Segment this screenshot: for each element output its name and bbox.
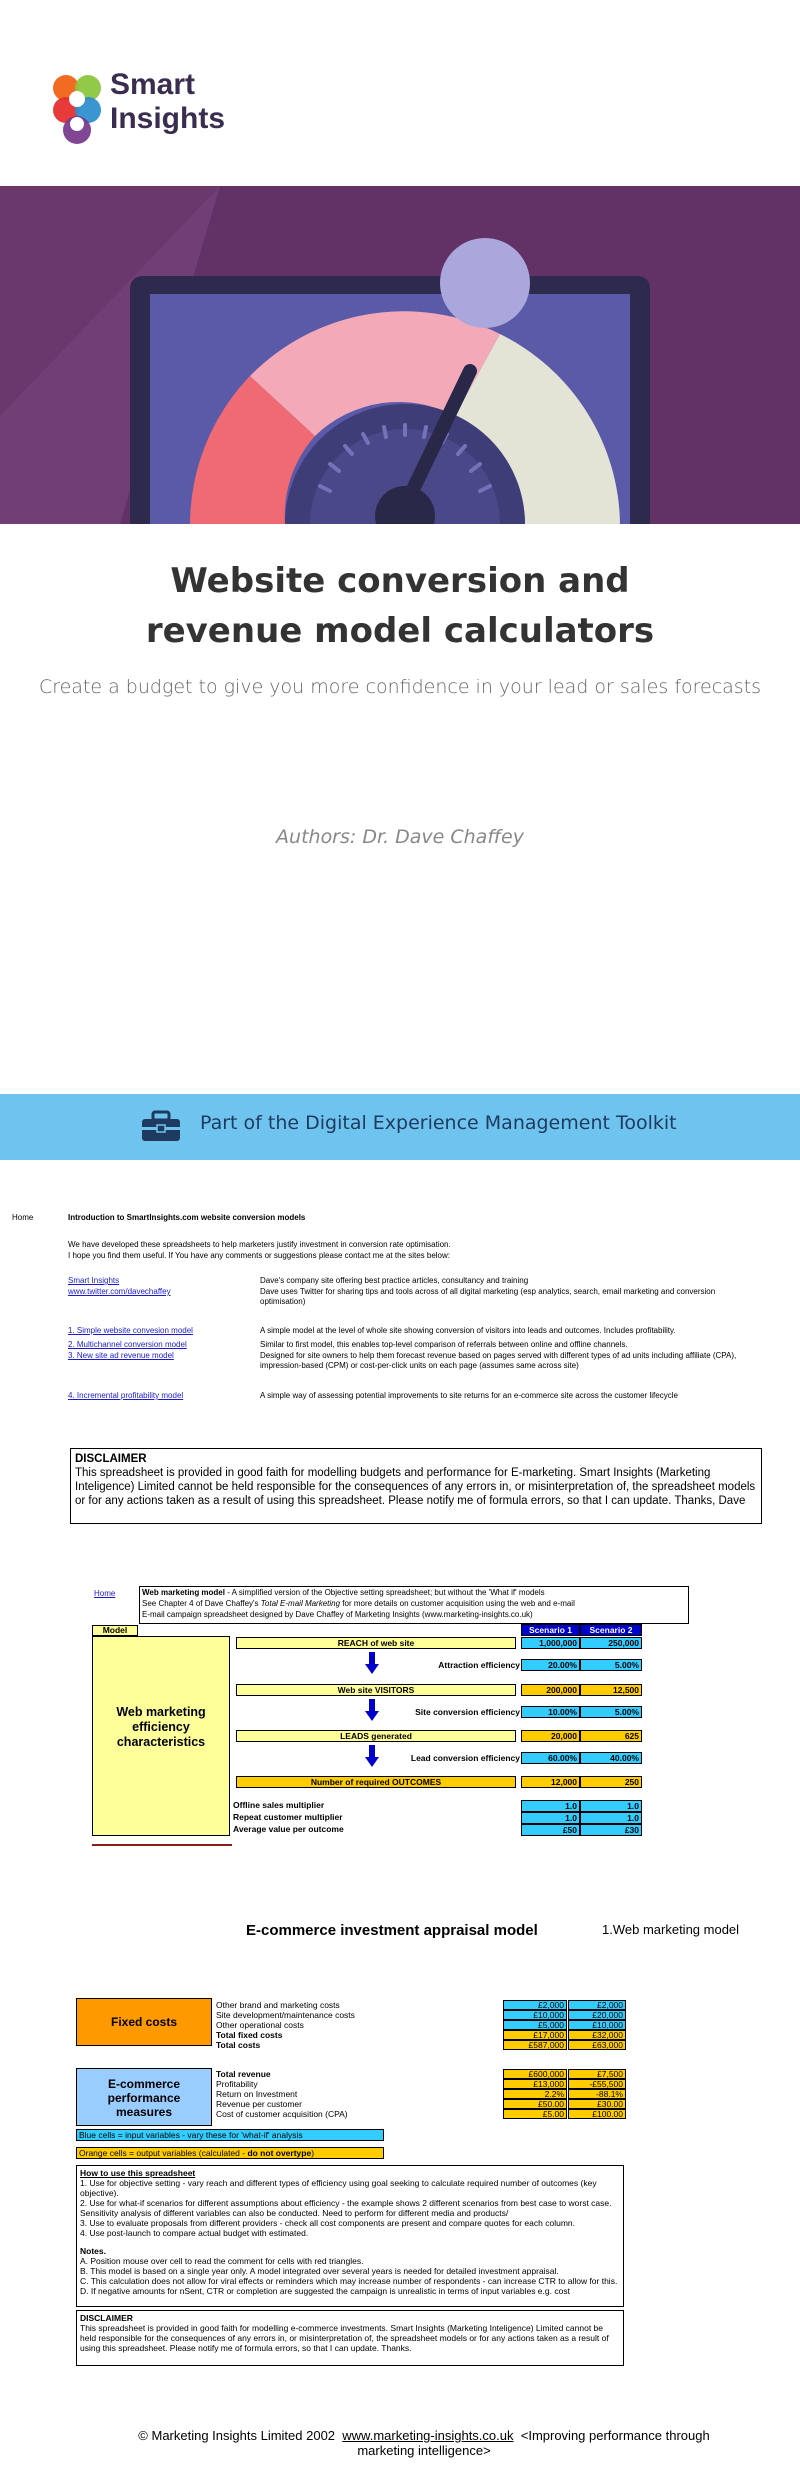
perf-value-s1: £600,000 [503, 2069, 567, 2079]
howto-1: 1. Use for objective setting - vary reach and different types of efficiency using goal seeking to calculate required number of outcomes (key objective). [80, 2178, 597, 2198]
authors-line: Authors: Dr. Dave Chaffey [276, 826, 524, 848]
disclaimer-box [70, 1448, 762, 1524]
footer-tagline-2: marketing intelligence> [357, 2443, 491, 2458]
costs-value-s1: £17,000 [503, 2030, 567, 2040]
twitter-desc: Dave uses Twitter for sharing tips and tools across of all digital marketing (esp analytics, search, email marketing and conversion optimisation) [260, 1287, 716, 1306]
model-desc-4: A simple way of assessing potential improvements to site returns for an e-commerce site across the customer lifecycle [260, 1391, 678, 1400]
intro-heading: Introduction to SmartInsights.com website conversion models [68, 1213, 306, 1222]
howto-title: How to use this spreadsheet [80, 2168, 196, 2178]
down-arrow-icon [365, 1745, 379, 1767]
offline-s2[interactable]: 1.0 [580, 1800, 642, 1812]
perf-label: Revenue per customer [216, 2099, 302, 2109]
perf-value-s2: £100.00 [568, 2109, 626, 2119]
page-title [0, 556, 800, 656]
model-desc-1: A simple model at the level of whole site showing conversion of visitors into leads and outcomes. Includes profitability. [260, 1326, 676, 1335]
howto-3: 3. Use to evaluate proposals from different providers - check all cost components are present and compare quotes for each column. [80, 2218, 575, 2228]
smart-insights-desc: Dave's company site offering best practice articles, consultancy and training [260, 1276, 529, 1285]
footer [84, 2428, 764, 2458]
perf-label: Return on Investment [216, 2089, 298, 2099]
reach-s2[interactable]: 250,000 [580, 1637, 642, 1649]
outcomes-label: Number of required OUTCOMES [236, 1776, 516, 1788]
model1-home-link[interactable]: Home [94, 1589, 116, 1598]
smart-insights-link[interactable]: Smart Insights [68, 1276, 120, 1285]
perf-value-s2: -88.1% [568, 2089, 626, 2099]
disclaimer-box-2 [76, 2310, 624, 2366]
note-b: B. This model is based on a single year only. A model integrated over several years is needed for detailed investment appraisal. [80, 2266, 559, 2276]
perf-label: Total revenue [216, 2069, 271, 2079]
page-subtitle: Create a budget to give you more confidence in your lead or sales forecasts [38, 676, 762, 698]
model1-desc-2-italic: Total E-mail Marketing [260, 1599, 341, 1608]
note-c: C. This calculation does not allow for viral effects or reminders which may increase number of respondents - can increase CTR to allow for this. [80, 2276, 618, 2286]
scenario-2-header: Scenario 2 [580, 1624, 642, 1636]
model2-title: E-commerce investment appraisal model [246, 1922, 538, 1939]
disclaimer-title: DISCLAIMER [75, 1453, 147, 1465]
model2-tab[interactable]: 1.Web marketing model [602, 1922, 740, 1937]
avg-s2[interactable]: £30 [580, 1824, 642, 1836]
perf-value-s2: £30.00 [568, 2099, 626, 2109]
footer-copyright: © Marketing Insights Limited 2002 [138, 2428, 336, 2443]
perf-value-s2: -£55,500 [568, 2079, 626, 2089]
orange-cells-note [76, 2147, 384, 2159]
costs-label: Site development/maintenance costs [216, 2010, 355, 2020]
costs-label: Total fixed costs [216, 2030, 283, 2040]
model-tab[interactable]: Model [92, 1625, 138, 1636]
model1-desc-bold: Web marketing model [142, 1588, 225, 1597]
visitors-s2: 12,500 [580, 1684, 642, 1696]
down-arrow-icon [365, 1652, 379, 1674]
home-link[interactable]: Home [12, 1213, 34, 1222]
outcomes-s1: 12,000 [521, 1776, 580, 1788]
model1-desc-line-1 [142, 1588, 545, 1598]
smart-insights-logo [48, 66, 108, 150]
repeat-label: Repeat customer multiplier [233, 1812, 343, 1822]
disclaimer2-title: DISCLAIMER [80, 2313, 133, 2323]
howto-2: 2. Use for what-if scenarios for different assumptions about efficiency - the example shows 2 different scenarios from best case to worst case. Sensitivity analysis of different variables can also be conducted. Need to perform for different media and products/ [80, 2198, 612, 2218]
reach-s1[interactable]: 1,000,000 [521, 1637, 580, 1649]
attraction-label: Attraction efficiency [438, 1660, 520, 1670]
offline-label: Offline sales multiplier [233, 1800, 325, 1810]
lead-conv-s2[interactable]: 40.00% [580, 1752, 642, 1764]
costs-value-s2[interactable]: £2,000 [568, 2000, 626, 2010]
logo-wordmark [110, 68, 225, 136]
model-link-3[interactable]: 3. New site ad revenue model [68, 1351, 174, 1360]
perf-measures-label: E-commerce performance measures [76, 2068, 212, 2126]
scenario-1-header: Scenario 1 [521, 1624, 580, 1636]
toolbox-icon [140, 1110, 182, 1144]
visitors-s1: 200,000 [521, 1684, 580, 1696]
twitter-link[interactable]: www.twitter.com/davechaffey [68, 1287, 171, 1296]
intro-para-1: We have developed these spreadsheets to help marketers justify investment in conversion rate optimisation. [68, 1240, 451, 1249]
model-desc-2: Similar to first model, this enables top-level comparison of referrals between online and offline channels. [260, 1340, 628, 1349]
orange-note-bold: do not overtype [247, 2148, 312, 2158]
note-a: A. Position mouse over cell to read the comment for cells with red triangles. [80, 2256, 364, 2266]
notes-title: Notes. [80, 2246, 106, 2256]
footer-tagline-1: <Improving performance through [520, 2428, 710, 2443]
costs-label: Other brand and marketing costs [216, 2000, 340, 2010]
footer-url-link[interactable]: www.marketing-insights.co.uk [342, 2428, 514, 2443]
toolkit-label: Part of the Digital Experience Management Toolkit [200, 1112, 677, 1134]
logo-line-2: Insights [110, 102, 226, 135]
model-desc-3: Designed for site owners to help them forecast revenue based on pages served with different types of ad units including affiliate (CPA), impression-based (CPM) or cost-per-click units on each page (assumes same across site) [260, 1351, 737, 1370]
repeat-s2[interactable]: 1.0 [580, 1812, 642, 1824]
perf-label: Profitability [216, 2079, 258, 2089]
orange-note-a: Orange cells = output variables (calculated - [79, 2148, 248, 2158]
costs-label: Total costs [216, 2040, 261, 2050]
model-link-1[interactable]: 1. Simple website convesion model [68, 1326, 193, 1335]
note-d: D. If negative amounts for nSent, CTR or completion are suggested the campaign is unrealistic in terms of input variables e.g. cost [80, 2286, 570, 2296]
down-arrow-icon [365, 1699, 379, 1721]
site-conv-s2[interactable]: 5.00% [580, 1706, 642, 1718]
orange-note-c: ) [311, 2148, 315, 2158]
model-link-4[interactable]: 4. Incremental profitability model [68, 1391, 184, 1400]
leads-s1: 20,000 [521, 1730, 580, 1742]
costs-label: Other operational costs [216, 2020, 304, 2030]
model1-desc-line-3: E-mail campaign spreadsheet designed by Dave Chaffey of Marketing Insights (www.marketing-insights.co.uk) [142, 1610, 533, 1619]
perf-label: Cost of customer acquisition (CPA) [216, 2109, 348, 2119]
hero-illustration [0, 186, 800, 524]
costs-value-s1[interactable]: £2,000 [503, 2000, 567, 2010]
howto-box [76, 2165, 624, 2307]
leads-label: LEADS generated [236, 1730, 516, 1742]
intro-para-2: I hope you find them useful. If You have any comments or suggestions please contact me at the sites below: [68, 1251, 451, 1260]
reach-label: REACH of web site [236, 1637, 516, 1649]
disclaimer2-text: This spreadsheet is provided in good faith for modelling e-commerce investments. Smart Insights (Marketing Inteligence) Limited cannot be held responsible for the consequences of any errors in, or misinterpretation of, the spreadsheet models or for any actions taken as a result of using this spreadsheet. Please notify me of formula errors, so that I can update. Thanks. [80, 2323, 609, 2353]
costs-value-s1[interactable]: £5,000 [503, 2020, 567, 2030]
title-line-1: Website conversion and [170, 561, 630, 601]
perf-value-s1: £50.00 [503, 2099, 567, 2109]
perf-value-s2: £7,500 [568, 2069, 626, 2079]
title-line-2: revenue model calculators [145, 611, 655, 651]
model1-divider [92, 1844, 232, 1846]
blue-cells-note: Blue cells = input variables - vary these for 'what-if' analysis [76, 2129, 384, 2141]
model1-desc-rest: - A simplified version of the Objective setting spreadsheet; but without the 'What if' models [224, 1588, 545, 1597]
lead-conv-s1[interactable]: 60.00% [521, 1752, 580, 1764]
attraction-s1[interactable]: 20.00% [521, 1659, 580, 1671]
site-conv-label: Site conversion efficiency [415, 1707, 520, 1717]
lead-conv-label: Lead conversion efficiency [410, 1753, 520, 1763]
costs-value-s2[interactable]: £20,000 [568, 2010, 626, 2020]
model1-desc-2a: See Chapter 4 of Dave Chaffey's [142, 1599, 261, 1608]
offline-s1[interactable]: 1.0 [521, 1800, 580, 1812]
perf-value-s1: £5.00 [503, 2109, 567, 2119]
logo-line-1: Smart [110, 68, 196, 101]
site-conv-s1[interactable]: 10.00% [521, 1706, 580, 1718]
outcomes-s2: 250 [580, 1776, 642, 1788]
model1-side-label: Web marketing efficiency characteristics [116, 1705, 206, 1749]
perf-value-s1: 2.2% [503, 2089, 567, 2099]
costs-value-s2: £32,000 [568, 2030, 626, 2040]
model1-desc-2b: for more details on customer acquisition using the web and e-mail [340, 1599, 575, 1608]
costs-value-s1[interactable]: £10,000 [503, 2010, 567, 2020]
leads-s2: 625 [580, 1730, 642, 1742]
costs-value-s2: £63,000 [568, 2040, 626, 2050]
repeat-s1[interactable]: 1.0 [521, 1812, 580, 1824]
costs-value-s1: £587,000 [503, 2040, 567, 2050]
model1-description-box [139, 1586, 689, 1624]
costs-value-s2[interactable]: £10,000 [568, 2020, 626, 2030]
perf-value-s1: £13,000 [503, 2079, 567, 2089]
avg-label: Average value per outcome [233, 1824, 344, 1834]
fixed-costs-label: Fixed costs [76, 1998, 212, 2046]
avg-s1[interactable]: £50 [521, 1824, 580, 1836]
attraction-s2[interactable]: 5.00% [580, 1659, 642, 1671]
visitors-label: Web site VISITORS [236, 1684, 516, 1696]
disclaimer-text: This spreadsheet is provided in good faith for modelling budgets and performance for E-marketing. Smart Insights (Marketing Inteligence) Limited cannot be held responsible for the consequences of any errors in, or misinterpretation of, the spreadsheet models or for any actions taken as a result of using this spreadsheet. Please notify me of formula errors, so that I can update. Thanks, Dave [75, 1467, 756, 1507]
model-link-2[interactable]: 2. Multichannel conversion model [68, 1340, 187, 1349]
model1-desc-line-2 [142, 1599, 575, 1609]
howto-4: 4. Use post-launch to compare actual budget with estimated. [80, 2228, 309, 2238]
